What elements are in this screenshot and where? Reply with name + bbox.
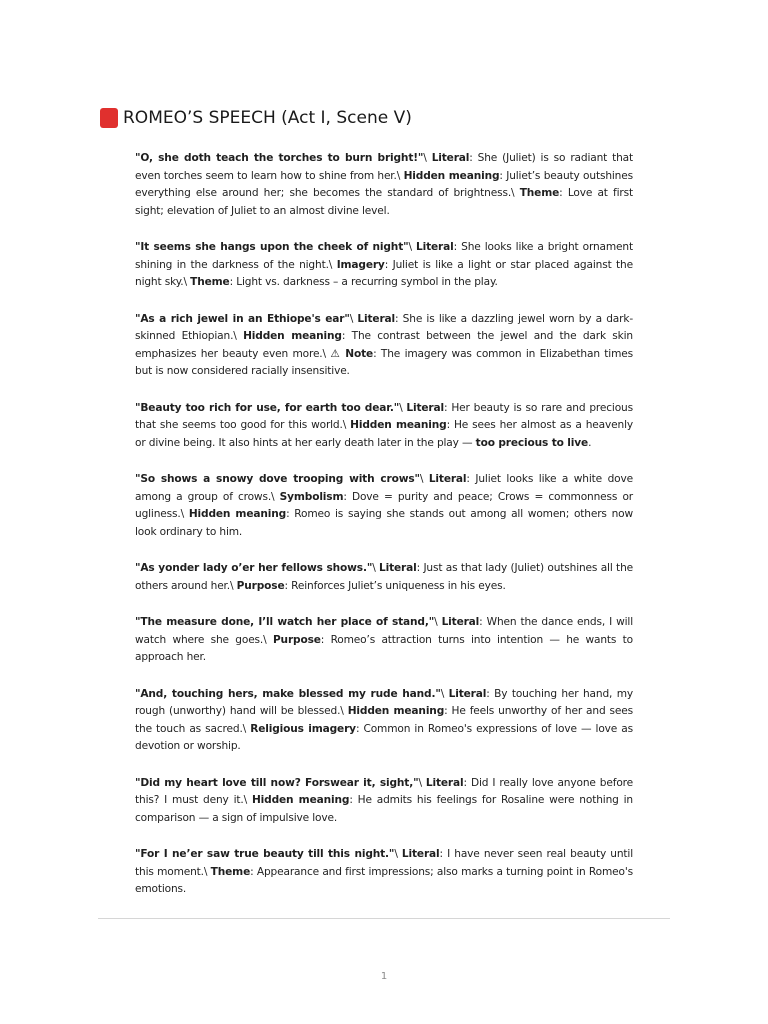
bold-segment: Purpose — [272, 633, 321, 646]
text-segment: : Light vs. darkness – a recurring symbol in the play. — [229, 276, 498, 288]
red-square-icon — [100, 108, 118, 128]
bold-segment: Theme — [210, 865, 251, 878]
footer-divider — [98, 918, 670, 919]
text-segment: : Common in Romeo's expressions of love — love as devotion or worship. — [135, 722, 633, 752]
bold-segment: Literal — [416, 241, 454, 253]
bold-segment: Literal — [379, 562, 417, 574]
bold-segment: "The measure done, I’ll watch her place of stand," — [135, 616, 435, 628]
text-segment: \ — [372, 562, 380, 574]
text-segment: : Juliet is like a light or star placed against the night sky.\ — [135, 258, 633, 288]
bold-segment: "For I ne’er saw true beauty till this night." — [135, 848, 395, 860]
text-segment: : Appearance and first impressions; also marks a turning point in Romeo's emotions. — [135, 865, 633, 895]
text-segment: : Romeo is saying she stands out among all women; others now look ordinary to him. — [135, 508, 634, 538]
paragraph — [135, 614, 633, 667]
text-segment: : The contrast between the jewel and the dark skin emphasizes her beauty even more.\ ⚠ — [135, 330, 633, 360]
bold-segment: Note — [345, 347, 374, 360]
text-segment: : He sees her almost as a heavenly or divine being. It also hints at her early death later in the play — — [135, 419, 633, 449]
paragraph — [135, 239, 633, 292]
bold-segment: Imagery — [336, 258, 385, 271]
bold-segment: "Did my heart love till now? Forswear it, sight," — [135, 776, 419, 789]
text-segment: : He feels unworthy of her and sees the touch as sacred.\ — [135, 705, 633, 735]
text-segment: \ — [440, 687, 449, 700]
text-segment: : When the dance ends, I will watch where she goes.\ — [135, 616, 634, 646]
bold-segment: Hidden meaning — [350, 419, 447, 431]
text-segment: \ — [408, 241, 417, 253]
paragraph — [135, 686, 633, 756]
bold-segment: Religious imagery — [250, 722, 356, 735]
bold-segment: Literal — [448, 687, 487, 700]
paragraph — [135, 311, 633, 381]
text-segment: . — [588, 436, 592, 449]
text-segment: : Just as that lady (Juliet) outshines all the others around her.\ — [135, 562, 633, 592]
text-segment: : Dove = purity and peace; Crows = commonness or ugliness.\ — [135, 490, 633, 520]
bold-segment: "And, touching hers, make blessed my rude hand." — [135, 687, 441, 700]
document-title — [100, 108, 412, 128]
bold-segment: Theme — [519, 187, 560, 199]
bold-segment: "As yonder lady o’er her fellows shows." — [135, 562, 373, 574]
bold-segment: "As a rich jewel in an Ethiope's ear" — [135, 312, 350, 325]
bold-segment: Literal — [425, 776, 464, 789]
bold-segment: Hidden meaning — [347, 705, 445, 717]
text-segment: \ — [419, 473, 429, 485]
bold-segment: Literal — [357, 312, 396, 325]
bold-segment: Literal — [428, 473, 467, 485]
text-segment: : The imagery was common in Elizabethan times but is now considered racially insensitive. — [135, 347, 633, 377]
text-segment: : By touching her hand, my rough (unworthy) hand will be blessed.\ — [135, 687, 633, 717]
page-number: 1 — [380, 971, 388, 982]
title-text: ROMEO’S SPEECH (Act I, Scene V) — [123, 108, 412, 128]
text-segment: : She is like a dazzling jewel worn by a dark-skinned Ethiopian.\ — [135, 312, 634, 342]
text-segment: \ — [434, 616, 442, 628]
bold-segment: Hidden meaning — [243, 330, 342, 342]
bold-segment: "It seems she hangs upon the cheek of night" — [135, 241, 409, 253]
bold-segment: Literal — [406, 401, 444, 414]
text-segment: : Juliet’s beauty outshines everything else around her; she becomes the standard of brightness.\ — [135, 169, 633, 199]
bold-segment: Hidden meaning — [403, 169, 500, 182]
text-segment: \ — [399, 401, 407, 414]
bold-segment: Hidden meaning — [188, 508, 287, 520]
bold-segment: "Beauty too rich for use, for earth too dear." — [135, 401, 400, 414]
bold-segment: Purpose — [236, 579, 285, 592]
text-segment: : He admits his feelings for Rosaline were nothing in comparison — a sign of impulsive love. — [135, 794, 633, 824]
bold-segment: "O, she doth teach the torches to burn bright!" — [135, 152, 424, 164]
document-body — [135, 150, 633, 899]
text-segment: \ — [394, 848, 402, 860]
bold-segment: "So shows a snowy dove trooping with crows" — [135, 473, 420, 485]
bold-segment: Hidden meaning — [251, 794, 350, 806]
text-segment: : I have never seen real beauty until this moment.\ — [135, 848, 633, 878]
text-segment: : She looks like a bright ornament shining in the darkness of the night.\ — [135, 241, 633, 271]
text-segment: \ — [418, 776, 426, 789]
text-segment: : Juliet looks like a white dove among a group of crows.\ — [135, 473, 633, 503]
text-segment: : She (Juliet) is so radiant that even torches seem to learn how to shine from her.\ — [135, 152, 634, 182]
paragraph — [135, 846, 633, 899]
bold-segment: Literal — [441, 616, 480, 628]
paragraph — [135, 775, 633, 828]
text-segment: : Reinforces Juliet’s uniqueness in his eyes. — [284, 579, 506, 592]
text-segment: \ — [349, 312, 358, 325]
bold-segment: Symbolism — [279, 490, 344, 503]
paragraph — [135, 400, 633, 453]
text-segment: : Romeo’s attraction turns into intention — he wants to approach her. — [135, 633, 633, 663]
bold-segment: Theme — [190, 276, 230, 288]
bold-segment: too precious to live — [475, 436, 589, 449]
bold-segment: Literal — [431, 152, 470, 164]
text-segment: : Her beauty is so rare and precious that she seems too good for this world.\ — [135, 401, 633, 431]
text-segment: \ — [423, 152, 432, 164]
paragraph — [135, 150, 633, 220]
text-segment: : Did I really love anyone before this? I must deny it.\ — [135, 776, 633, 806]
bold-segment: Literal — [401, 848, 440, 860]
text-segment: : Love at first sight; elevation of Juliet to an almost divine level. — [135, 187, 633, 217]
paragraph — [135, 560, 633, 595]
paragraph — [135, 471, 633, 541]
